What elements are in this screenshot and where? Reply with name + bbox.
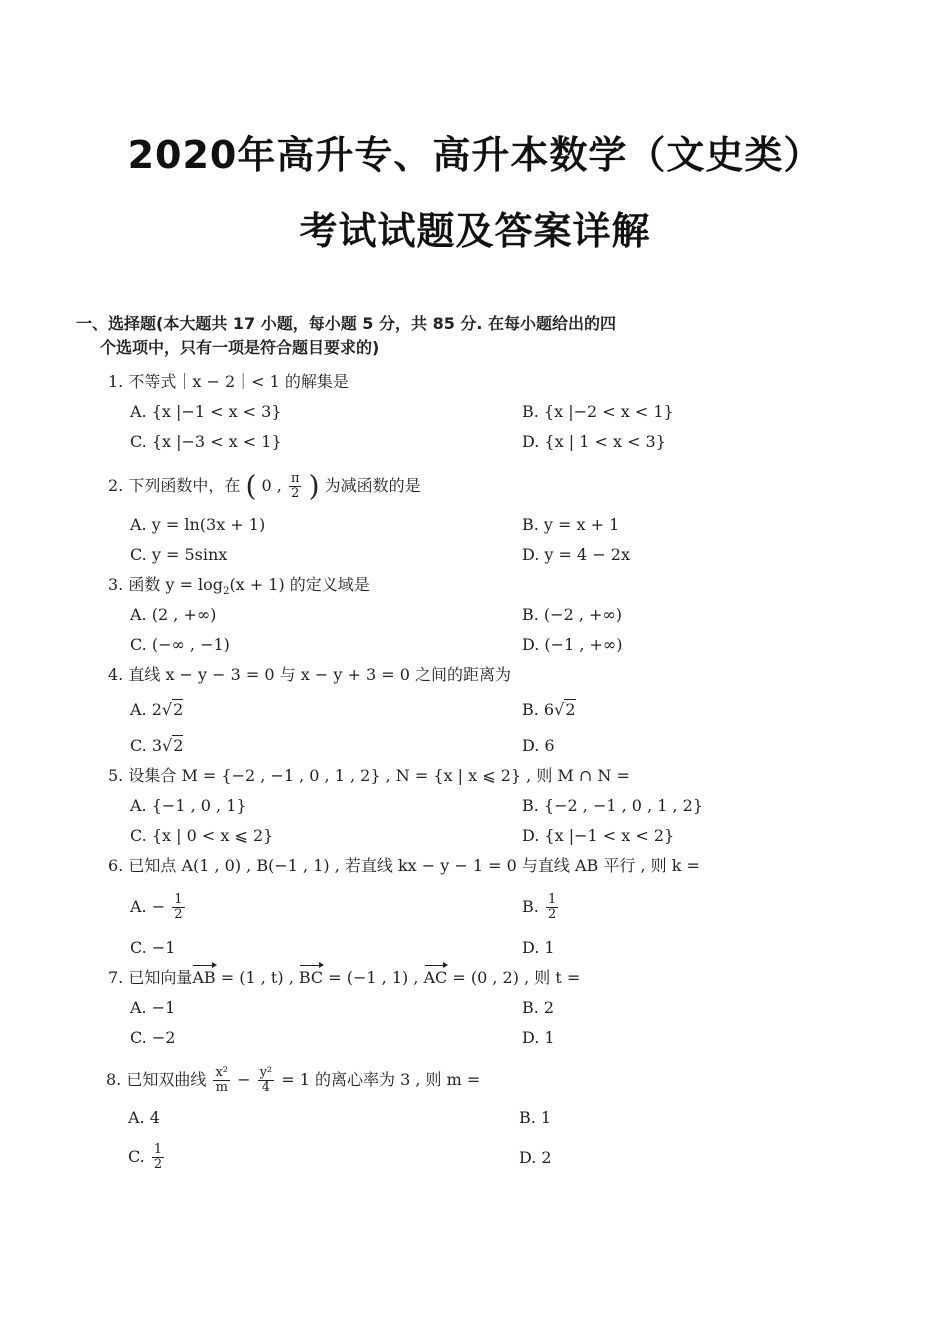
minus-sign: −	[232, 1070, 256, 1089]
question-2-option-c: C. y = 5sinx	[130, 545, 228, 564]
question-7-option-b: B. 2	[522, 998, 555, 1017]
fraction-numerator: 1	[174, 892, 183, 907]
question-7-post: = (0 , 2) , 则 t =	[447, 968, 581, 987]
question-2-option-b: B. y = x + 1	[522, 515, 620, 534]
question-8-option-b: B. 1	[519, 1108, 552, 1127]
question-3-stem	[108, 574, 370, 603]
radicand: 2	[173, 736, 184, 755]
fraction-denominator: 2	[153, 1157, 163, 1172]
question-7-stem	[108, 967, 580, 989]
question-8-option-a: A. 4	[128, 1108, 160, 1127]
question-4-option-a: A. 2√2	[130, 700, 184, 719]
question-4-option-c: C. 3√2	[130, 736, 184, 755]
radicand: 2	[565, 700, 576, 719]
question-2-stem-post: 为减函数的是	[324, 476, 421, 495]
question-3-stem-pre: 3. 函数 y = log	[108, 575, 224, 594]
option-a-label: A. 2	[130, 700, 162, 719]
fraction-numerator: x²	[215, 1065, 228, 1080]
question-6-option-a	[130, 893, 187, 922]
question-1-stem: 1. 不等式｜x − 2｜< 1 的解集是	[108, 372, 349, 391]
fraction-x2-m	[213, 1066, 230, 1095]
question-3-stem-post: (x + 1) 的定义域是	[229, 575, 370, 594]
question-5-option-d: D. {x |−1 < x < 2}	[522, 826, 675, 845]
question-6-option-b	[522, 893, 560, 922]
option-c-label: C.	[128, 1147, 145, 1166]
radicand: 2	[173, 700, 184, 719]
question-6-stem: 6. 已知点 A(1 , 0) , B(−1 , 1) , 若直线 kx − y − 1 = 0 与直线 AB 平行 , 则 k =	[108, 856, 700, 875]
option-b-label: B.	[522, 897, 539, 916]
page-subtitle: 考试试题及答案详解	[299, 209, 651, 253]
question-7-stem-pre: 7. 已知向量	[108, 968, 193, 987]
question-7-mid2: = (−1 , 1) ,	[323, 968, 424, 987]
fraction-numerator: 1	[547, 892, 557, 907]
question-3-option-a: A. (2 , +∞)	[130, 605, 217, 624]
question-8-option-c	[128, 1143, 166, 1172]
option-a-label: A. −	[130, 897, 166, 916]
fraction-denominator: m	[215, 1080, 228, 1095]
question-3-option-d: D. (−1 , +∞)	[522, 635, 623, 654]
question-5-option-a: A. {−1 , 0 , 1}	[130, 796, 247, 815]
option-c-label: C. 3	[130, 736, 163, 755]
question-8-post: = 1 的离心率为 3 , 则 m =	[281, 1070, 481, 1089]
question-1-option-c: C. {x |−3 < x < 1}	[130, 432, 282, 451]
question-4-stem: 4. 直线 x − y − 3 = 0 与 x − y + 3 = 0 之间的距离为	[108, 665, 512, 684]
fraction-denominator: 4	[261, 1080, 270, 1095]
fraction-numerator: 1	[153, 1142, 163, 1157]
log-base: 2	[223, 586, 230, 598]
vector-bc: BC	[298, 968, 324, 987]
question-2-zero: 0 ,	[261, 476, 282, 495]
fraction-numerator: π	[290, 471, 300, 486]
question-1-option-d: D. {x | 1 < x < 3}	[522, 432, 666, 451]
section-header-line2: 个选项中，只有一项是符合题目要求的)	[100, 338, 380, 357]
fraction	[152, 1143, 164, 1172]
question-4-option-d: D. 6	[522, 736, 555, 755]
question-2-option-d: D. y = 4 − 2x	[522, 545, 631, 564]
question-5-stem: 5. 设集合 M = {−2 , −1 , 0 , 1 , 2} , N = {x | x ⩽ 2} , 则 M ∩ N =	[108, 766, 630, 785]
question-6-option-d: D. 1	[522, 938, 555, 957]
question-8-stem-pre: 8. 已知双曲线	[106, 1070, 207, 1089]
question-8-stem	[106, 1066, 480, 1095]
question-7-mid1: = (1 , t) ,	[215, 968, 299, 987]
question-2-stem-pre: 2. 下列函数中，在	[108, 476, 241, 495]
question-7-option-a: A. −1	[130, 998, 176, 1017]
page-title: 2020年高升专、高升本数学（文史类）	[127, 133, 823, 177]
question-7-option-d: D. 1	[522, 1028, 555, 1047]
fraction	[546, 893, 558, 922]
question-8-option-d: D. 2	[519, 1148, 552, 1167]
open-paren: (	[245, 469, 257, 503]
question-1-option-a: A. {x |−1 < x < 3}	[130, 402, 282, 421]
fraction-denominator: 2	[547, 907, 557, 922]
question-2-stem	[108, 469, 421, 503]
fraction-numerator: y²	[259, 1065, 273, 1080]
question-3-option-b: B. (−2 , +∞)	[522, 605, 622, 624]
question-7-option-c: C. −2	[130, 1028, 176, 1047]
question-4-option-b: B. 6√2	[522, 700, 576, 719]
question-2-option-a: A. y = ln(3x + 1)	[130, 515, 266, 534]
fraction-denominator: 2	[174, 907, 183, 922]
question-5-option-c: C. {x | 0 < x ⩽ 2}	[130, 826, 274, 845]
vector-ac: AC	[423, 968, 448, 987]
question-5-option-b: B. {−2 , −1 , 0 , 1 , 2}	[522, 796, 704, 815]
fraction-denominator: 2	[291, 486, 300, 501]
close-paren: )	[308, 469, 320, 503]
option-b-label: B. 6	[522, 700, 555, 719]
fraction-y2-4	[258, 1066, 275, 1095]
question-3-option-c: C. (−∞ , −1)	[130, 635, 230, 654]
question-1-option-b: B. {x |−2 < x < 1}	[522, 402, 674, 421]
vector-ab: AB	[192, 968, 216, 987]
fraction	[172, 893, 184, 922]
section-header-line1: 一、选择题(本大题共 17 小题，每小题 5 分，共 85 分. 在每小题给出的四	[76, 314, 617, 333]
section-header	[76, 312, 716, 360]
question-6-option-c: C. −1	[130, 938, 176, 957]
fraction	[289, 472, 302, 501]
